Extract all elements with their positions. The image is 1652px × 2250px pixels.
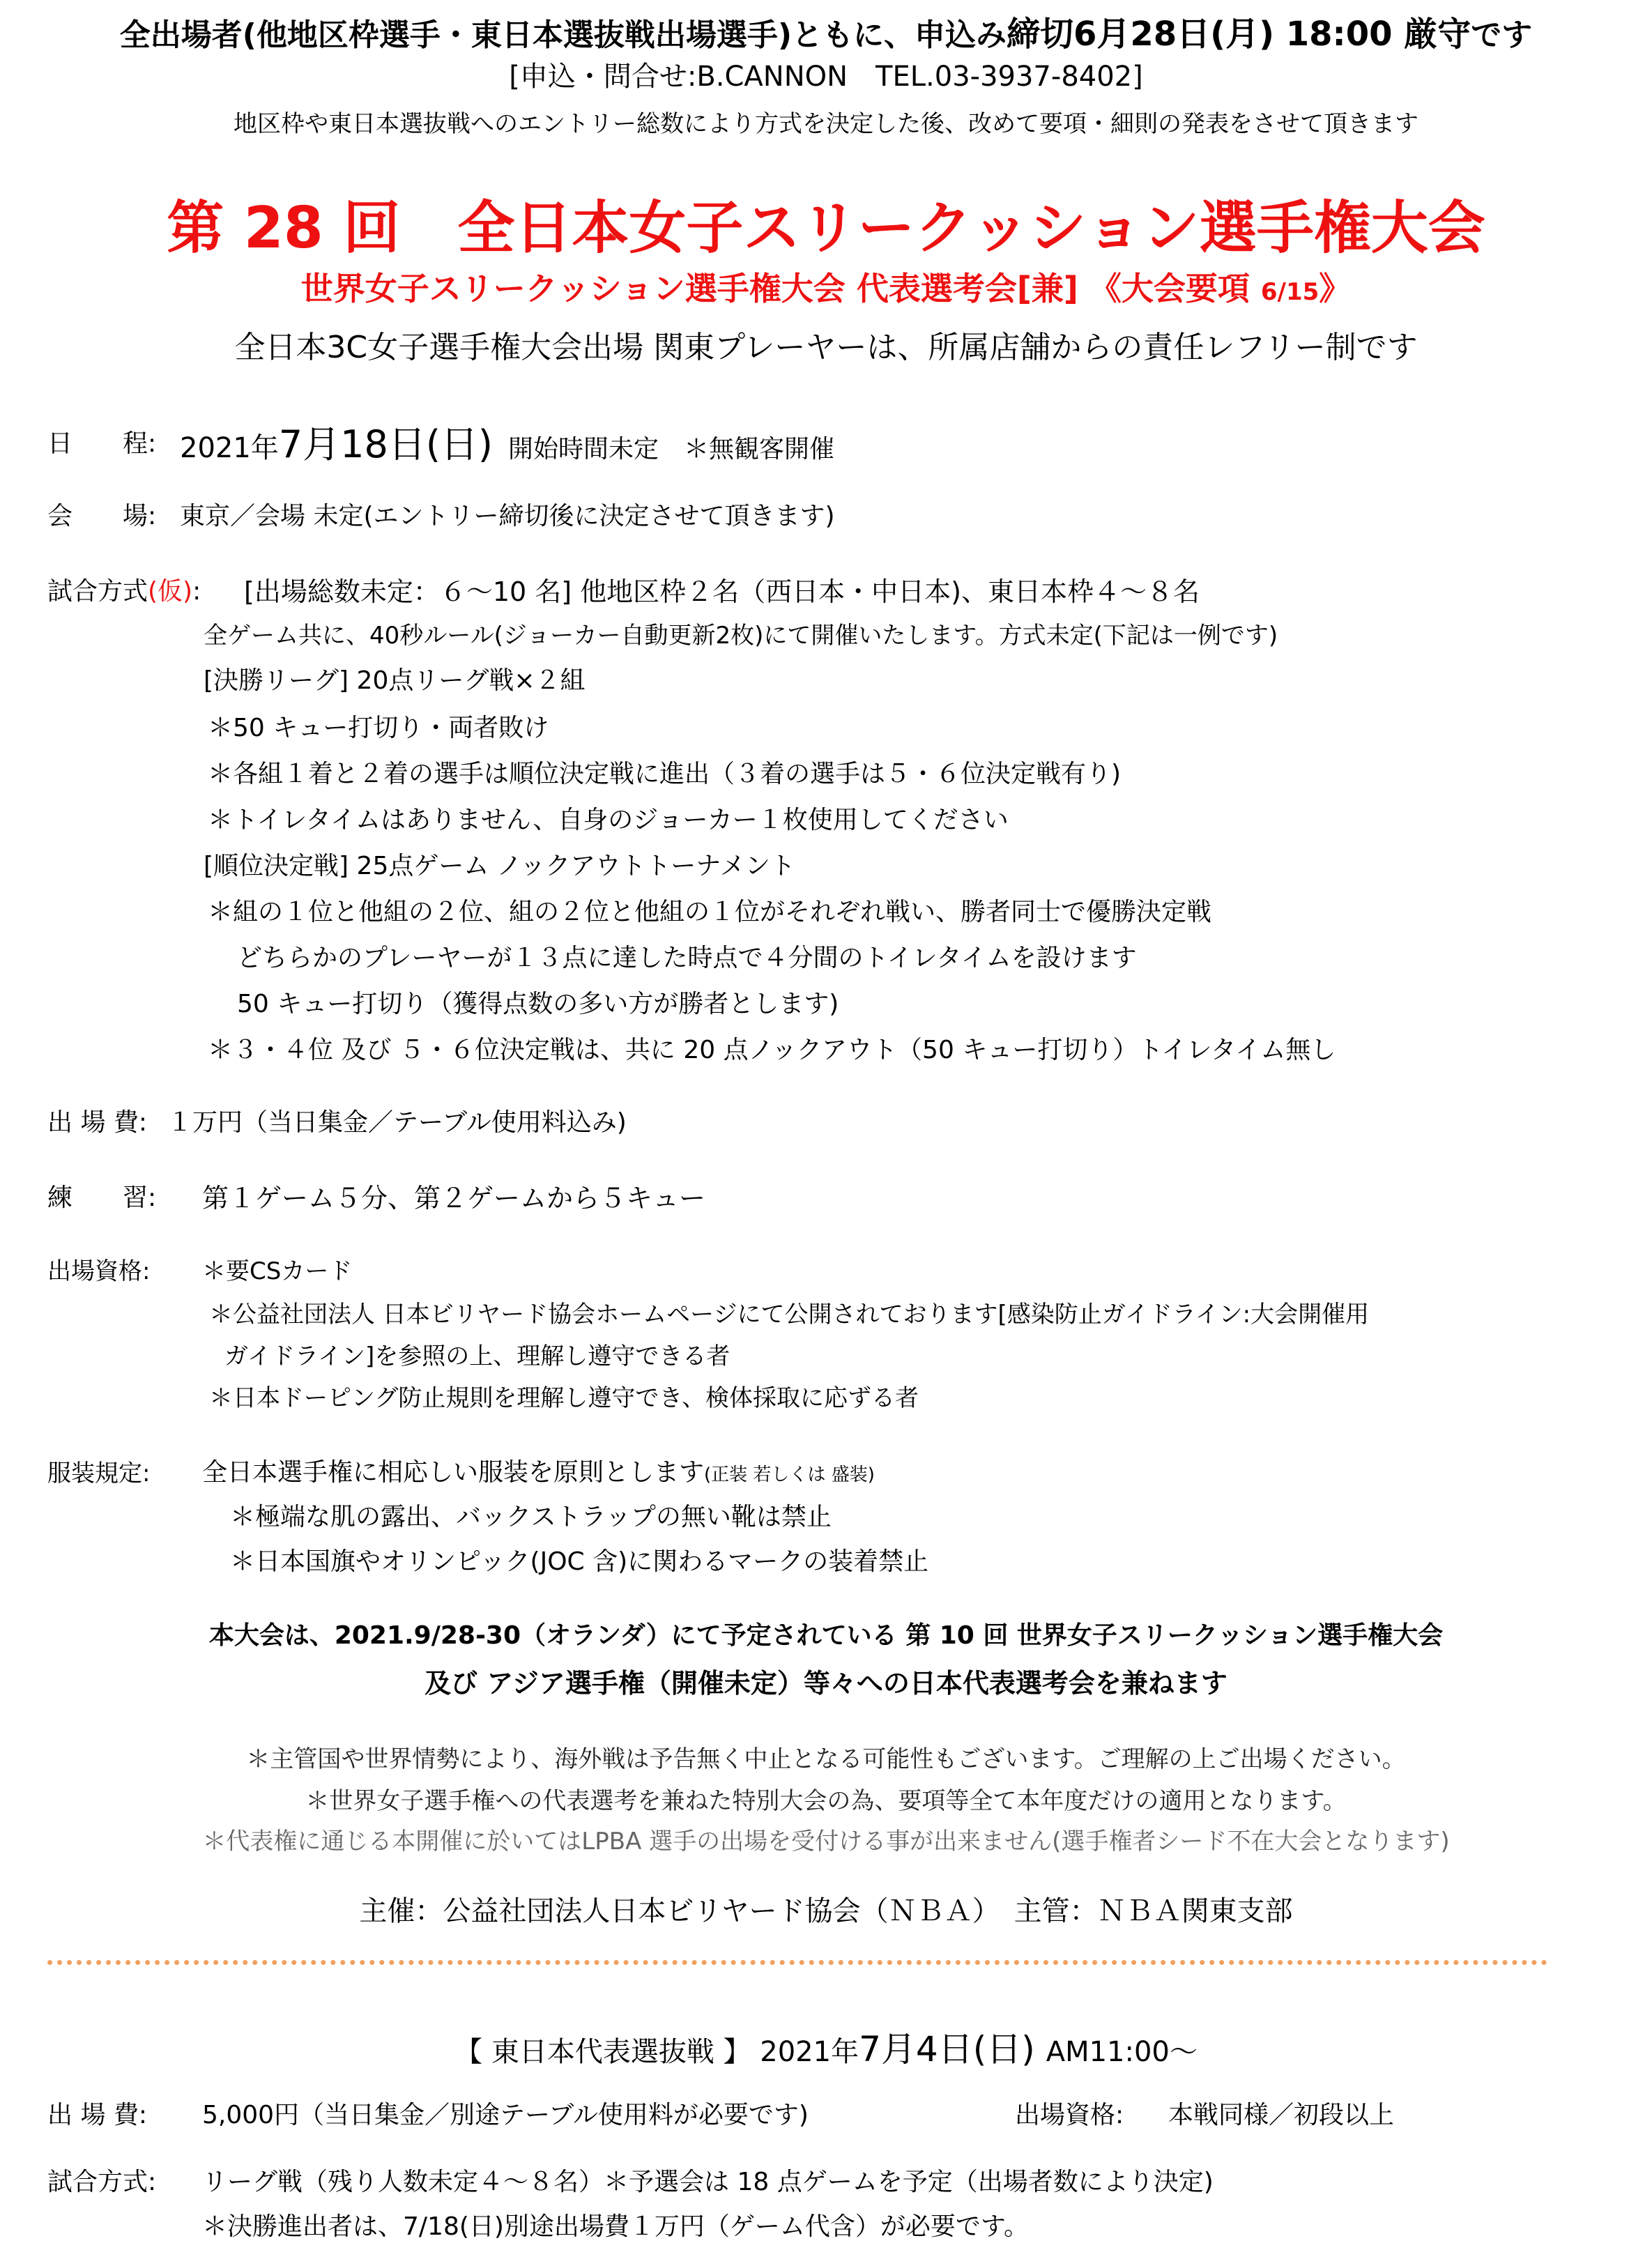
- eligibility-item: ＊公益社団法人 日本ビリヤード協会ホームページにて公開されております[感染防止ガイドライン:大会開催用: [209, 1301, 1370, 1329]
- east-fee-label: 出 場 費:: [47, 2101, 148, 2129]
- eligibility-item: ＊要CSカード: [202, 1257, 353, 1285]
- venue-label: 会 場:: [47, 502, 157, 530]
- schedule-value: [180, 415, 834, 468]
- organizer-line: 主催：公益社団法人日本ビリヤード協会（ＮＢＡ） 主管：ＮＢＡ関東支部: [359, 1895, 1293, 1927]
- deadline-notice-text: 全出場者(他地区枠選手・東日本選抜戦出場選手)ともに、申込み: [119, 17, 1007, 53]
- format-participants: [出場総数未定：６～10 名] 他地区枠２名（西日本・中日本)、東日本枠４～８名: [244, 576, 1200, 607]
- selection-notice: 及び アジア選手権（開催未定）等々への日本代表選考会を兼ねます: [425, 1668, 1227, 1699]
- ranking-item: ＊組の１位と他組の２位、組の２位と他組の１位がそれぞれ戦い、勝者同士で優勝決定戦: [208, 898, 1212, 926]
- ranking-item: どちらかのプレーヤーが１３点に達した時点で４分間のトイレタイムを設けます: [237, 944, 1137, 972]
- schedule-label: 日 程:: [47, 429, 157, 458]
- page-subtitle: [0, 263, 1652, 309]
- format-tentative: (仮): [148, 577, 193, 606]
- schedule-note: 開始時間未定 ＊無観客開催: [508, 435, 835, 464]
- dress-rule-note: (正装 若しくは 盛装): [704, 1464, 875, 1485]
- east-fee-value: 5,000円（当日集金／別途テーブル使用料が必要です): [202, 2101, 809, 2129]
- dress-item: ＊極端な肌の露出、バックストラップの無い靴は禁止: [230, 1503, 832, 1531]
- dress-item: [202, 1453, 875, 1488]
- subtitle-end: 》: [1319, 270, 1352, 307]
- dress-item: ＊日本国旗やオリンピック(JOC 含)に関わるマークの装着禁止: [230, 1547, 929, 1576]
- east-title-date: 7月4日(日): [859, 2029, 1035, 2069]
- format-notice: 地区枠や東日本選抜戦へのエントリー総数により方式を決定した後、改めて要項・細則の発表をさせて頂きます: [234, 110, 1418, 138]
- dress-rule: 全日本選手権に相応しい服装を原則とします: [202, 1458, 705, 1487]
- eligibility-item-cont: ガイドライン]を参照の上、理解し遵守できる者: [224, 1342, 731, 1370]
- format-rules: 全ゲーム共に、40秒ルール(ジョーカー自動更新2枚)にて開催いたします。方式未定(下記は一例です): [204, 622, 1278, 650]
- subtitle-text: 世界女子スリークッション選手権大会 代表選考会[兼] 《大会要項: [300, 270, 1261, 307]
- final-league-item: ＊各組１着と２着の選手は順位決定戦に進出（３着の選手は５・６位決定戦有り): [208, 760, 1122, 788]
- ranking-item: ＊３・４位 及び ５・６位決定戦は、共に 20 点ノックアウト（50 キュー打切り）トイレタイム無し: [208, 1036, 1336, 1064]
- caution-note: ＊代表権に通じる本開催に於いてはLPBA 選手の出場を受付ける事が出来ません(選手権者シード不在大会となります): [202, 1828, 1450, 1855]
- east-format-label: 試合方式:: [47, 2168, 157, 2196]
- format-label-colon: :: [192, 577, 201, 606]
- eligibility-item: ＊日本ドーピング防止規則を理解し遵守でき、検体採取に応ずる者: [209, 1384, 919, 1412]
- final-league-heading: [決勝リーグ] 20点リーグ戦×２組: [204, 666, 586, 695]
- final-league-item: ＊トイレタイムはありません、自身のジョーカー１枚使用してください: [208, 806, 1009, 834]
- deadline-notice-end: です: [1471, 17, 1533, 53]
- east-title-text: 【 東日本代表選抜戦 】 2021年: [454, 2036, 859, 2068]
- contact-info: [申込・問合せ:B.CANNON TEL.03-3937-8402]: [509, 61, 1143, 93]
- caution-note: ＊世界女子選手権への代表選考を兼ねた特別大会の為、要項等全て本年度だけの適用となります。: [305, 1787, 1347, 1815]
- final-league-item: ＊50 キュー打切り・両者敗け: [208, 714, 549, 742]
- east-selection-title: [0, 2021, 1652, 2072]
- practice-value: 第１ゲーム５分、第２ゲームから５キュー: [202, 1183, 706, 1214]
- dotted-divider: [47, 1960, 1547, 1965]
- schedule-year: 2021年: [180, 432, 279, 464]
- selection-notice: 本大会は、2021.9/28-30（オランダ）にて予定されている 第 10 回 世界女子スリークッション選手権大会: [208, 1621, 1444, 1650]
- practice-label: 練 習:: [47, 1184, 157, 1212]
- dress-label: 服装規定:: [47, 1460, 151, 1487]
- east-eligibility-label: 出場資格:: [1015, 2101, 1124, 2129]
- subtitle-date: 6/15: [1260, 278, 1320, 306]
- venue-value: 東京／会場 未定(エントリー締切後に決定させて頂きます): [180, 502, 835, 530]
- east-format-value: リーグ戦（残り人数未定４～８名）＊予選会は 18 点ゲームを予定（出場者数により決定): [202, 2168, 1214, 2196]
- fee-value: １万円（当日集金／テーブル使用料込み): [167, 1108, 627, 1137]
- format-label: [47, 572, 201, 607]
- fee-label: 出 場 費:: [47, 1108, 148, 1137]
- ranking-item: 50 キュー打切り（獲得点数の多い方が勝者とします): [237, 990, 839, 1018]
- caution-note: ＊主管国や世界情勢により、海外戦は予告無く中止となる可能性もございます。ご理解の上ご出場ください。: [246, 1745, 1406, 1773]
- deadline-date: 締切6月28日(月) 18:00 厳守: [1006, 15, 1471, 54]
- ranking-heading: [順位決定戦] 25点ゲーム ノックアウトトーナメント: [204, 852, 795, 880]
- east-eligibility-value: 本戦同様／初段以上: [1168, 2101, 1395, 2129]
- eligibility-label: 出場資格:: [47, 1257, 151, 1285]
- referee-note: 全日本3C女子選手権大会出場 関東プレーヤーは、所属店舗からの責任レフリー制です: [234, 330, 1418, 365]
- schedule-date: 7月18日(日): [278, 422, 494, 466]
- format-label-text: 試合方式: [47, 577, 148, 606]
- page-title: 第 28 回 全日本女子スリークッション選手権大会: [167, 195, 1485, 261]
- deadline-notice: [0, 7, 1652, 55]
- east-format-note: ＊決勝進出者は、7/18(日)別途出場費１万円（ゲーム代含）が必要です。: [202, 2212, 1030, 2241]
- east-title-time: AM11:00～: [1046, 2036, 1198, 2068]
